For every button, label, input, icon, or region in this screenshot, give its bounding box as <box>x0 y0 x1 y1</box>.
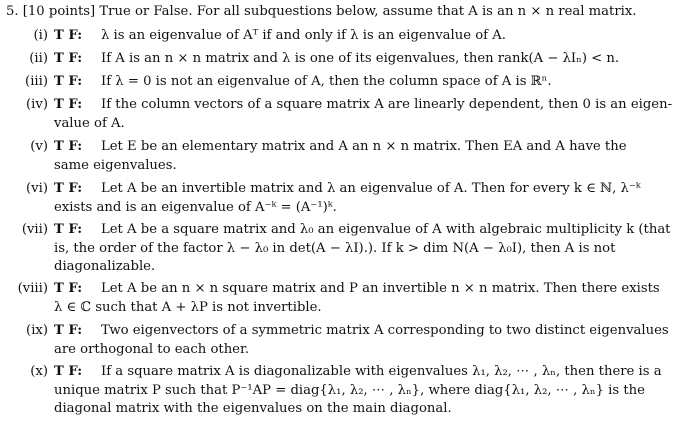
item-number: (ii) <box>29 51 48 66</box>
item-number: (vii) <box>21 222 48 237</box>
item-number: (i) <box>33 28 48 43</box>
true-false-label: T F: <box>54 139 83 154</box>
item-text-line-1: Let E be an elementary matrix and A an n × n matrix. Then EA and A have the <box>101 139 627 154</box>
item-number: (x) <box>30 364 48 379</box>
true-false-label: T F: <box>54 97 83 112</box>
item-text-line-1: If λ = 0 is not an eigenvalue of A, then the column space of A is ℝⁿ. <box>101 74 552 89</box>
item-text-line-1: Let A be an n × n square matrix and P an invertible n × n matrix. Then there exists <box>101 281 660 296</box>
item-text-line-1: If the column vectors of a square matrix A are linearly dependent, then 0 is an eigen- <box>101 97 673 112</box>
item-text-line-1: If A is an n × n matrix and λ is one of its eigenvalues, then rank(A − λIₙ) < n. <box>101 51 620 66</box>
true-false-label: T F: <box>54 222 83 237</box>
item-text-line-2: are orthogonal to each other. <box>54 341 250 357</box>
problem-header: 5. [10 points] True or False. For all subquestions below, assume that A is an n × n real matrix. <box>6 4 637 19</box>
item-text-line-2: exists and is an eigenvalue of A⁻ᵏ = (A⁻¹)ᵏ. <box>54 199 337 215</box>
item-text-line-3: diagonal matrix with the eigenvalues on the main diagonal. <box>54 401 452 416</box>
true-false-label: T F: <box>54 323 83 338</box>
item-text-line-1: If a square matrix A is diagonalizable with eigenvalues λ₁, λ₂, ⋯ , λₙ, then there is a <box>101 364 662 379</box>
item-number: (iv) <box>26 97 48 112</box>
item-number: (v) <box>30 139 48 154</box>
true-false-label: T F: <box>54 74 83 89</box>
true-false-label: T F: <box>54 364 83 379</box>
item-text-line-2: λ ∈ ℂ such that A + λP is not invertible. <box>54 299 322 315</box>
item-text-line-1: Let A be a square matrix and λ₀ an eigenvalue of A with algebraic multiplicity k (that <box>101 222 671 237</box>
item-number: (ix) <box>26 323 48 338</box>
true-false-label: T F: <box>54 28 83 43</box>
item-text-line-2: is, the order of the factor λ − λ₀ in det(A − λI).). If k > dim N(A − λ₀I), then A is not <box>54 240 616 256</box>
item-text-line-1: Let A be an invertible matrix and λ an eigenvalue of A. Then for every k ∈ ℕ, λ⁻ᵏ <box>101 181 641 196</box>
true-false-label: T F: <box>54 281 83 296</box>
item-number: (vi) <box>26 181 48 196</box>
item-text-line-3: diagonalizable. <box>54 259 156 274</box>
item-text-line-1: Two eigenvectors of a symmetric matrix A corresponding to two distinct eigenvalues <box>101 323 669 338</box>
item-text-line-2: unique matrix P such that P⁻¹AP = diag{λ₁, λ₂, ⋯ , λₙ}, where diag{λ₁, λ₂, ⋯ , λₙ} is the <box>54 382 645 398</box>
item-text-line-2: same eigenvalues. <box>54 157 177 173</box>
true-false-label: T F: <box>54 181 83 196</box>
item-number: (iii) <box>25 74 48 89</box>
item-number: (viii) <box>17 281 48 296</box>
item-text-line-1: λ is an eigenvalue of Aᵀ if and only if λ is an eigenvalue of A. <box>101 28 506 43</box>
item-text-line-2: value of A. <box>54 115 125 131</box>
true-false-label: T F: <box>54 51 83 66</box>
